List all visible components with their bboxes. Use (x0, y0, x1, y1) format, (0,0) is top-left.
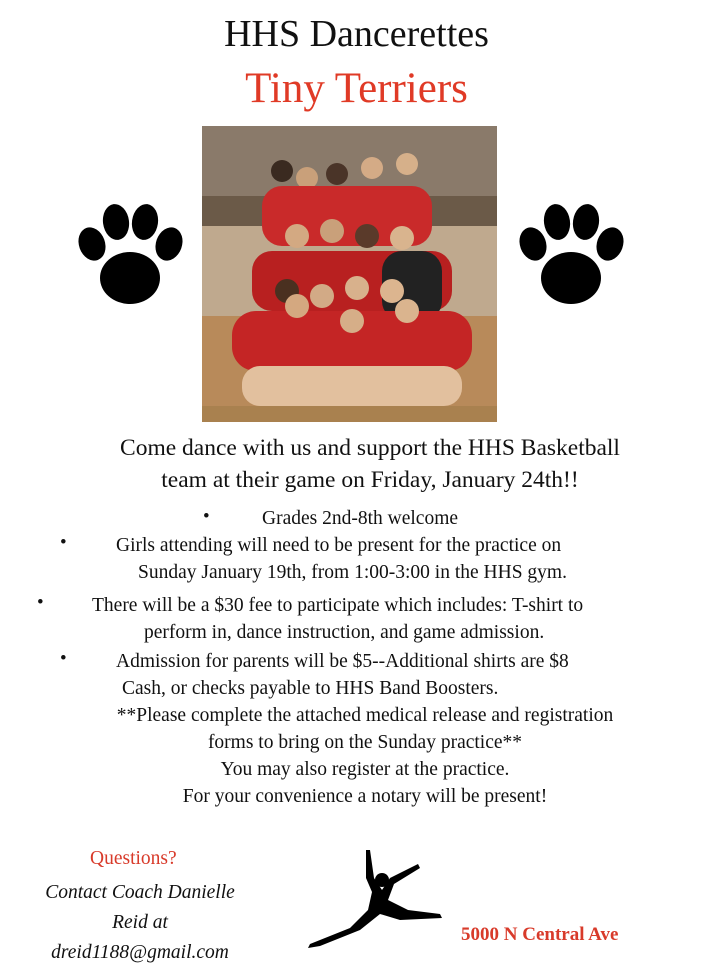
dancer-silhouette-icon (300, 838, 450, 954)
intro-line: Come dance with us and support the HHS Basketball (120, 435, 620, 461)
bullet-line: Grades 2nd-8th welcome (262, 508, 459, 529)
note-line: **Please complete the attached medical release and registration (116, 705, 614, 726)
intro-text (50, 432, 690, 496)
bullet-line: perform in, dance instruction, and game admission. (144, 622, 545, 643)
paw-print-icon (70, 196, 190, 316)
paw-print-icon (511, 196, 631, 316)
bullet-line: Girls attending will need to be present for the practice on (116, 535, 562, 556)
page-subtitle: Tiny Terriers (245, 65, 468, 112)
bullet-item (116, 532, 567, 586)
bullet-line: Admission for parents will be $5--Additional shirts are $8 (116, 651, 569, 672)
page-title: HHS Dancerettes (224, 13, 489, 55)
contact-line: Reid at (112, 912, 168, 933)
bullet-line: Cash, or checks payable to HHS Band Boosters. (122, 678, 499, 699)
note-line: You may also register at the practice. (220, 759, 510, 780)
bullet-item (116, 648, 569, 702)
team-photo (202, 126, 497, 422)
note-line: For your convenience a notary will be present! (182, 786, 548, 807)
intro-line: team at their game on Friday, January 24th!! (161, 467, 579, 493)
note-line: forms to bring on the Sunday practice** (207, 732, 523, 753)
contact-line: Contact Coach Danielle (45, 882, 235, 903)
bullet-dot: • (60, 532, 67, 553)
registration-note (40, 702, 690, 810)
bullet-item (262, 505, 458, 532)
bullet-dot: • (37, 592, 44, 613)
address: 5000 N Central Ave (461, 924, 619, 945)
bullet-dot: • (203, 506, 210, 527)
bullet-item (92, 592, 583, 646)
questions-heading: Questions? (90, 848, 177, 869)
bullet-line: There will be a $30 fee to participate which includes: T-shirt to (92, 595, 584, 616)
bullet-line: Sunday January 19th, from 1:00-3:00 in the HHS gym. (138, 562, 567, 583)
contact-info (10, 878, 270, 968)
contact-email: dreid1188@gmail.com (51, 942, 229, 963)
bullet-dot: • (60, 648, 67, 669)
